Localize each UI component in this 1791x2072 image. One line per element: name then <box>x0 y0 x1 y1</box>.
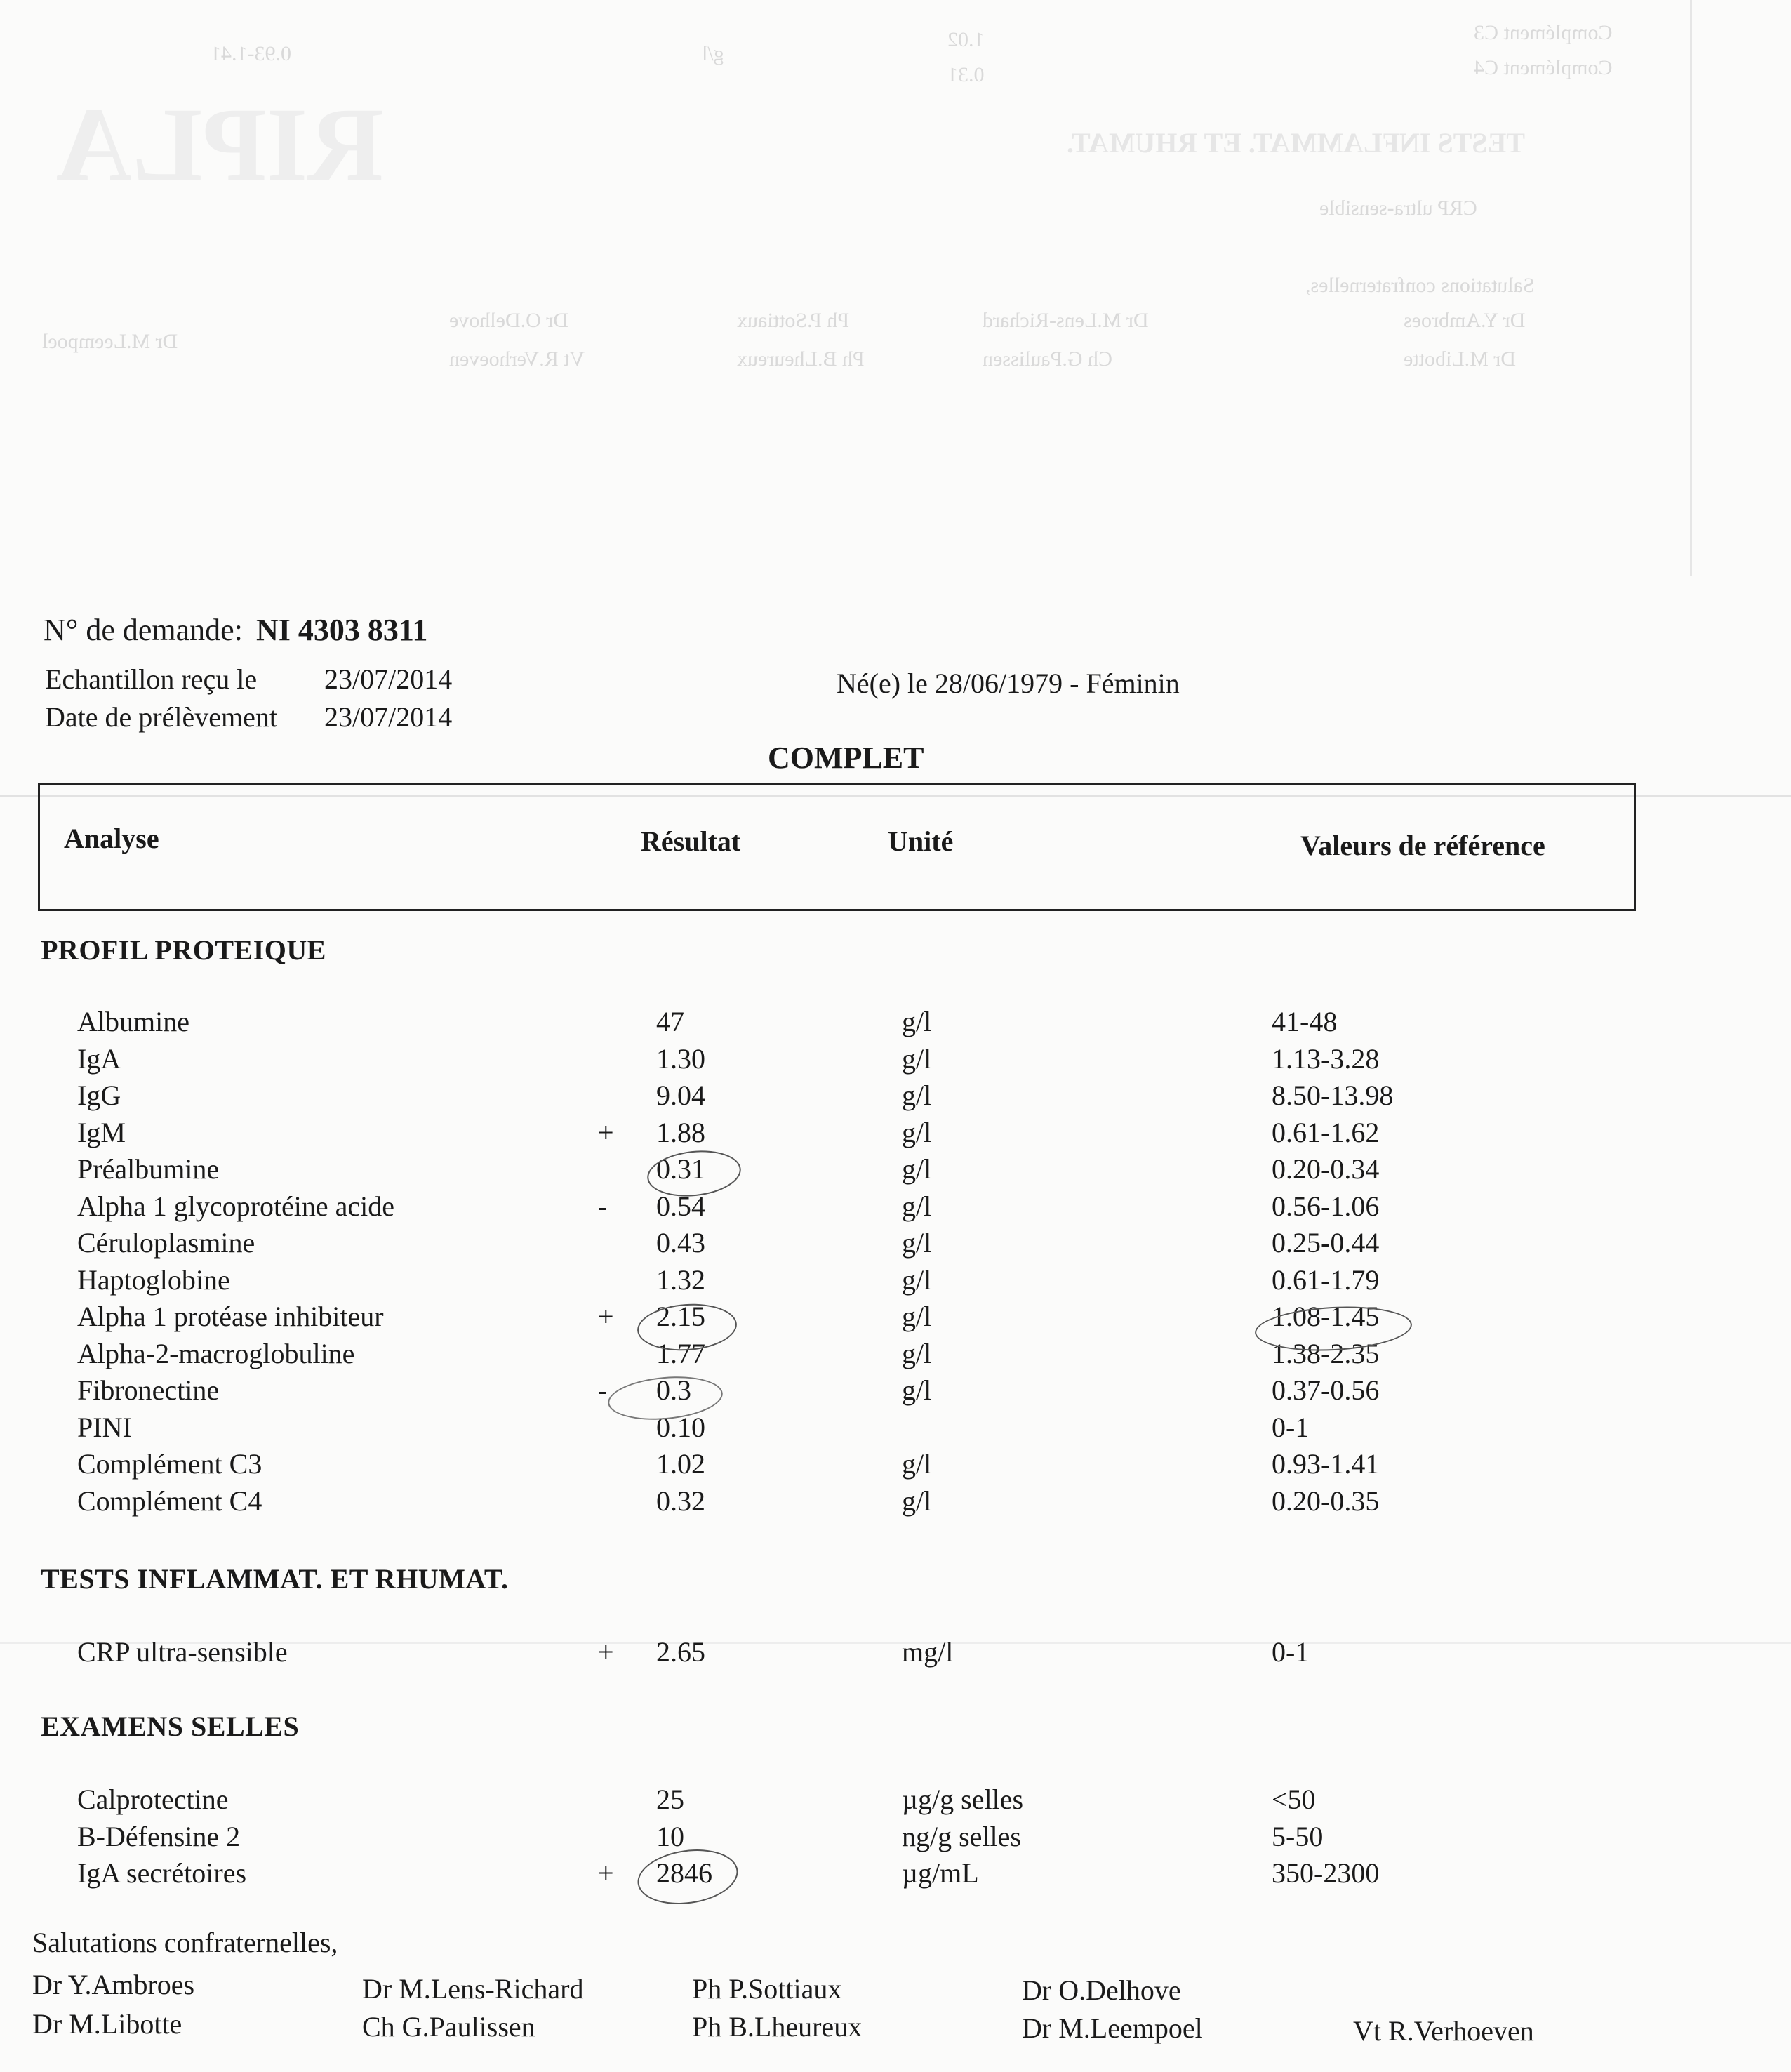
reference-range: 0.37-0.56 <box>1272 1374 1380 1406</box>
result-unit: µg/g selles <box>902 1784 1024 1815</box>
result-unit: mg/l <box>902 1636 954 1668</box>
result-value: 0.32 <box>656 1485 705 1517</box>
col-analyse: Analyse <box>64 823 159 854</box>
reference-range: 1.08-1.45 <box>1272 1301 1380 1332</box>
signatory: Dr O.Delhove <box>1022 1974 1181 2006</box>
analyte-name: Alpha-2-macroglobuline <box>77 1337 355 1369</box>
result-flag: - <box>598 1190 608 1222</box>
result-unit: g/l <box>902 1006 932 1037</box>
sample-received-date: 23/07/2014 <box>324 663 453 695</box>
result-value: 47 <box>656 1006 684 1037</box>
analyte-name: Haptoglobine <box>77 1263 230 1296</box>
result-value: 1.32 <box>656 1263 705 1296</box>
table-row <box>0 1374 1791 1412</box>
reference-range: 0-1 <box>1272 1636 1310 1668</box>
result-value: 0.31 <box>656 1153 705 1185</box>
result-value: 9.04 <box>656 1080 705 1111</box>
table-row <box>0 1079 1791 1117</box>
analyte-name: Complément C3 <box>77 1448 262 1480</box>
analyte-name: CRP ultra-sensible <box>77 1636 288 1668</box>
table-row <box>0 1300 1791 1338</box>
analyte-name: Préalbumine <box>77 1153 220 1185</box>
reference-range: 5-50 <box>1272 1820 1324 1852</box>
result-unit: g/l <box>902 1042 932 1075</box>
analyte-name: Alpha 1 protéase inhibiteur <box>77 1301 384 1332</box>
result-unit: g/l <box>902 1448 932 1480</box>
col-resultat: Résultat <box>641 825 741 857</box>
result-value: 1.30 <box>656 1042 705 1075</box>
reference-range: 0.20-0.34 <box>1272 1153 1380 1185</box>
reference-range: 0.61-1.62 <box>1272 1116 1380 1148</box>
analyte-name: Céruloplasmine <box>77 1227 255 1259</box>
result-flag: + <box>598 1116 614 1148</box>
table-row <box>0 1783 1791 1821</box>
result-unit: g/l <box>902 1190 932 1222</box>
signatory: Vt R.Verhoeven <box>1353 2015 1534 2047</box>
result-value: 1.02 <box>656 1448 705 1480</box>
signatory: Dr M.Libotte <box>32 2008 182 2040</box>
analyte-name: IgG <box>77 1080 121 1111</box>
analyte-name: Albumine <box>77 1006 189 1037</box>
table-row <box>0 1116 1791 1154</box>
table-row <box>0 1485 1791 1522</box>
result-value: 25 <box>656 1784 684 1815</box>
analyte-name: Alpha 1 glycoprotéine acide <box>77 1190 395 1222</box>
result-flag: + <box>598 1301 614 1332</box>
result-value: 1.88 <box>656 1116 705 1148</box>
table-row <box>0 1153 1791 1190</box>
lab-report-page: Complément C3 Complément C4 1.02 0.31 g/l 0.93-1.41 TESTS INFLAMMAT. ET RHUMAT. CRP ultra-sensible Salutations confraternelles, Dr Y.Ambroes Dr M.Libotte Dr M.Lens-Richard Ch G.Paulissen Ph P.Sottiaux Ph B.Lheureux Dr O.Delhove Vt R.Verhoeven Dr M.Leempoel RIPLA N° de demande: NI 4303 8311 Echantillon reçu le 23/07/2014 Date de prélèvement 23/07/2014 Né(e) le 28/06/1979 - Féminin COMPLET Analyse Résultat Unité Valeurs de référence PROFIL PROTEIQUE Albumine 47 g/l 41-48 IgA 1.30 g/l 1.13-3.28 IgG 9.04 g/l 8.50-13.98 IgM + 1.88 g/l 0.61-1.62 Préalbumine 0.31 g/l 0.20-0.34 Alpha 1 glycoprotéine acide - 0.54 g/l 0.56-1.06 Céruloplasmine 0.43 g/l 0.25-0.44 Haptoglobine 1.32 g/l 0.61-1.79 Alpha 1 protéase inhibiteur + 2.15 g/l 1.08-1.45 Alpha-2-macroglobuline 1.77 g/l 1.38-2.35 Fibronectine - 0.3 g/l 0.37-0.56 PINI 0.10 0-1 Complément C3 1.02 g/l 0.93-1.41 Complément C4 0.32 g/l 0.20-0.35 TESTS INFLAMMAT. ET RHUMAT. CRP ultra-sensible + 2.65 mg/l 0-1 EXAMENS SELLES Calprotectine 25 µg/g selles <50 B-Défensine 2 10 ng/g selles 5-50 IgA secrétoires + 2846 µg/mL 350-2300 Salutations confraternelles, Dr Y.Ambroes Dr M.Libotte Dr M.Lens-Richard Ch G.Paulissen Ph P.Sottiaux Ph B.Lheureux Dr O.Delhove Dr M.Leempoel Vt R.Verhoeven <box>0 0 1791 2072</box>
result-unit: g/l <box>902 1337 932 1369</box>
result-value: 0.54 <box>656 1190 705 1222</box>
signatory: Dr Y.Ambroes <box>32 1969 195 2000</box>
result-value: 0.3 <box>656 1374 691 1406</box>
section-title: EXAMENS SELLES <box>41 1711 300 1742</box>
table-row <box>0 1820 1791 1858</box>
result-unit: µg/mL <box>902 1857 979 1889</box>
signatory: Dr M.Leempoel <box>1022 2012 1203 2044</box>
reference-range: 0-1 <box>1272 1411 1310 1443</box>
reference-range: 0.61-1.79 <box>1272 1263 1380 1296</box>
table-row <box>0 1857 1791 1894</box>
result-unit: g/l <box>902 1153 932 1185</box>
result-unit: g/l <box>902 1227 932 1259</box>
signatory: Ph P.Sottiaux <box>692 1973 842 2005</box>
section-title: TESTS INFLAMMAT. ET RHUMAT. <box>41 1563 509 1595</box>
request-number-label: N° de demande: <box>44 613 243 647</box>
analyte-name: Fibronectine <box>77 1374 220 1406</box>
result-value: 0.10 <box>656 1411 705 1443</box>
collection-date-label: Date de prélèvement <box>45 701 277 733</box>
patient-birth-sex: Né(e) le 28/06/1979 - Féminin <box>837 668 1180 699</box>
result-value: 0.43 <box>656 1227 705 1259</box>
result-value: 2.15 <box>656 1301 705 1332</box>
reference-range: 8.50-13.98 <box>1272 1080 1394 1111</box>
request-number-value: NI 4303 8311 <box>255 613 428 647</box>
reference-range: 0.25-0.44 <box>1272 1227 1380 1259</box>
signatory: Ch G.Paulissen <box>362 2011 535 2043</box>
reference-range: <50 <box>1272 1784 1316 1815</box>
report-title: COMPLET <box>768 741 924 775</box>
result-value: 2846 <box>656 1857 712 1889</box>
reference-range: 1.38-2.35 <box>1272 1337 1380 1369</box>
table-row <box>0 1226 1791 1264</box>
reference-range: 0.56-1.06 <box>1272 1190 1380 1222</box>
collection-date: 23/07/2014 <box>324 701 453 733</box>
result-unit: g/l <box>902 1116 932 1148</box>
result-unit: g/l <box>902 1485 932 1517</box>
analyte-name: B-Défensine 2 <box>77 1820 241 1852</box>
result-unit: g/l <box>902 1301 932 1332</box>
reference-range: 1.13-3.28 <box>1272 1042 1380 1075</box>
table-row <box>0 1005 1791 1043</box>
column-header-box <box>38 783 1636 911</box>
result-flag: - <box>598 1374 608 1406</box>
analyte-name: IgA <box>77 1042 121 1075</box>
result-value: 1.77 <box>656 1337 705 1369</box>
reference-range: 350-2300 <box>1272 1857 1380 1889</box>
analyte-name: Complément C4 <box>77 1485 262 1517</box>
col-reference: Valeurs de référence <box>1300 830 1545 861</box>
request-number <box>44 612 427 648</box>
analyte-name: IgM <box>77 1116 126 1148</box>
result-unit: g/l <box>902 1080 932 1111</box>
reference-range: 0.93-1.41 <box>1272 1448 1380 1480</box>
greeting: Salutations confraternelles, <box>32 1927 338 1958</box>
col-unite: Unité <box>888 825 954 857</box>
reference-range: 41-48 <box>1272 1006 1338 1037</box>
section-title: PROFIL PROTEIQUE <box>41 934 326 966</box>
result-value: 10 <box>656 1820 684 1852</box>
table-row <box>0 1190 1791 1228</box>
table-row <box>0 1263 1791 1301</box>
result-flag: + <box>598 1857 614 1889</box>
result-unit: g/l <box>902 1374 932 1406</box>
reference-range: 0.20-0.35 <box>1272 1485 1380 1517</box>
analyte-name: Calprotectine <box>77 1784 229 1815</box>
table-row <box>0 1447 1791 1485</box>
sample-received-label: Echantillon reçu le <box>45 663 258 695</box>
table-row <box>0 1337 1791 1375</box>
analyte-name: IgA secrétoires <box>77 1857 247 1889</box>
table-row <box>0 1635 1791 1673</box>
result-flag: + <box>598 1636 614 1668</box>
result-unit: ng/g selles <box>902 1820 1021 1852</box>
result-value: 2.65 <box>656 1636 705 1668</box>
signatory: Dr M.Lens-Richard <box>362 1973 584 2005</box>
analyte-name: PINI <box>77 1411 132 1443</box>
signatory: Ph B.Lheureux <box>692 2011 863 2043</box>
table-row <box>0 1042 1791 1080</box>
table-row <box>0 1411 1791 1449</box>
result-unit: g/l <box>902 1263 932 1296</box>
